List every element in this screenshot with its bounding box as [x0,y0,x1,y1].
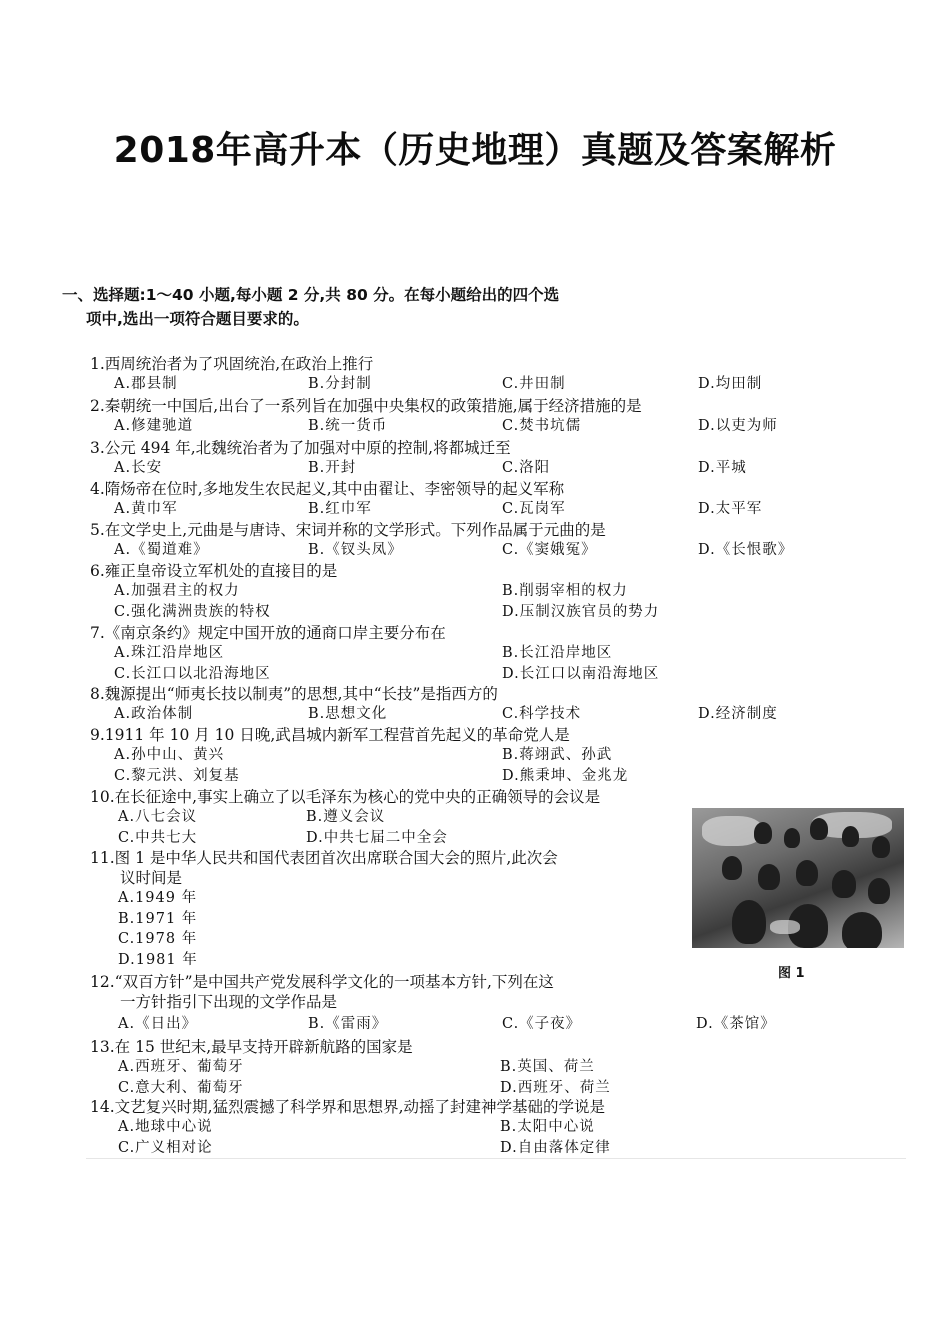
question-stem-line-2: 一方针指引下出现的文学作品是 [120,993,338,1011]
option-c: C.井田制 [502,376,566,392]
question-5 [90,520,810,561]
question-8 [90,684,810,725]
option-row [90,458,810,479]
option-d: D.熊秉坤、金兆龙 [502,767,629,784]
option-c: C.科学技术 [502,706,582,722]
option-d: D.平城 [698,460,747,476]
option-c: C.长江口以北沿海地区 [114,665,271,682]
question-stem: 3.公元 494 年,北魏统治者为了加强对中原的控制,将都城迁至 [90,439,511,457]
option-row [90,1014,810,1035]
option-b: B.《雷雨》 [308,1016,388,1032]
option-b: B.蒋翊武、孙武 [502,747,613,763]
option-c: C.意大利、葡萄牙 [118,1079,244,1096]
question-stem: 14.文艺复兴时期,猛烈震撼了科学界和思想界,动摇了封建神学基础的学说是 [90,1098,606,1116]
page-title: 2018年高升本（历史地理）真题及答案解析 [113,130,837,171]
question-6 [90,561,810,622]
option-row [90,1057,810,1078]
option-a: A.1949 年 [118,890,198,906]
option-c: C.瓦岗军 [502,501,566,517]
question-stem: 2.秦朝统一中国后,出台了一系列旨在加强中央集权的政策措施,属于经济措施的是 [90,397,642,415]
question-stem: 1.西周统治者为了巩固统治,在政治上推行 [90,355,374,373]
option-a: A.修建驰道 [114,418,194,434]
option-c: C.黎元洪、刘复基 [114,767,240,784]
question-4 [90,479,810,520]
option-a: A.加强君主的权力 [114,583,240,599]
question-stem: 13.在 15 世纪末,最早支持开辟新航路的国家是 [90,1038,413,1056]
option-b: B.遵义会议 [306,809,386,825]
section-heading-line-2: 项中,选出一项符合题目要求的。 [86,310,309,328]
option-b: B.红巾军 [308,501,372,517]
figure-caption: 图 1 [778,966,805,981]
question-12 [90,972,810,1035]
option-row [90,664,810,685]
option-c: C.洛阳 [502,460,551,476]
question-stem: 10.在长征途中,事实上确立了以毛泽东为核心的党中央的正确领导的会议是 [90,788,601,806]
option-row [90,499,810,520]
question-9 [90,725,810,786]
question-2 [90,396,810,437]
question-stem-line-1: 12.“双百方针”是中国共产党发展科学文化的一项基本方针,下列在这 [90,973,554,991]
option-d: D.1981 年 [118,951,198,968]
question-stem-line-2: 议时间是 [120,869,183,887]
option-a: A.《日出》 [118,1016,198,1032]
option-d: D.经济制度 [698,706,778,722]
option-row [90,745,810,766]
option-a: A.八七会议 [118,809,198,825]
question-stem: 5.在文学史上,元曲是与唐诗、宋词并称的文学形式。下列作品属于元曲的是 [90,521,606,539]
question-14 [90,1097,810,1158]
question-stem: 7.《南京条约》规定中国开放的通商口岸主要分布在 [90,624,446,642]
option-row [90,1138,810,1159]
option-row [90,540,810,561]
option-c: C.焚书坑儒 [502,418,582,434]
option-a: A.长安 [114,460,163,476]
question-1 [90,354,810,395]
option-b: B.《钗头凤》 [308,542,403,558]
option-a: A.西班牙、葡萄牙 [118,1059,244,1075]
option-d: D.《长恨歌》 [698,542,794,558]
figure-1-photo [692,808,904,948]
question-stem-line-1: 11.图 1 是中华人民共和国代表团首次出席联合国大会的照片,此次会 [90,849,558,867]
question-3 [90,438,810,479]
option-d: D.长江口以南沿海地区 [502,665,660,682]
option-row [90,704,810,725]
question-13 [90,1037,810,1098]
option-b: B.开封 [308,460,357,476]
option-row [90,602,810,623]
option-d: D.太平军 [698,501,763,517]
option-b: B.英国、荷兰 [500,1059,595,1075]
option-d: D.均田制 [698,376,763,392]
option-b: B.统一货币 [308,418,388,434]
option-d: D.自由落体定律 [500,1139,611,1156]
option-b: B.太阳中心说 [500,1119,595,1135]
option-a: A.孙中山、黄兴 [114,747,225,763]
option-d: D.压制汉族官员的势力 [502,603,660,620]
option-c: C.《子夜》 [502,1016,582,1032]
option-a: A.地球中心说 [118,1119,213,1135]
option-d: D.西班牙、荷兰 [500,1079,611,1096]
option-d: D.中共七届二中全会 [306,829,448,846]
section-heading [62,283,702,331]
option-c: C.中共七大 [118,829,198,846]
option-row [90,1078,810,1099]
option-b: B.长江沿岸地区 [502,645,613,661]
question-stem: 9.1911 年 10 月 10 日晚,武昌城内新军工程营首先起义的革命党人是 [90,726,570,744]
option-b: B.1971 年 [118,910,198,927]
option-a: A.《蜀道难》 [114,542,209,558]
option-a: A.黄巾军 [114,501,178,517]
option-row [90,374,810,395]
option-row [90,950,810,971]
option-c: C.《窦娥冤》 [502,542,597,558]
option-row [90,416,810,437]
page-bottom-rule [86,1158,906,1159]
question-7 [90,623,810,684]
question-stem: 4.隋炀帝在位时,多地发生农民起义,其中由翟让、李密领导的起义军称 [90,480,565,498]
option-c: C.1978 年 [118,931,198,947]
question-stem: 6.雍正皇帝设立军机处的直接目的是 [90,562,338,580]
option-row [90,643,810,664]
option-a: A.政治体制 [114,706,194,722]
option-c: C.广义相对论 [118,1139,213,1156]
option-d: D.《茶馆》 [696,1016,776,1032]
question-stem: 8.魏源提出“师夷长技以制夷”的思想,其中“长技”是指西方的 [90,685,498,703]
option-a: A.珠江沿岸地区 [114,645,225,661]
option-d: D.以吏为师 [698,418,778,434]
section-heading-line-1: 一、选择题:1～40 小题,每小题 2 分,共 80 分。在每小题给出的四个选 [62,286,560,304]
option-b: B.分封制 [308,376,372,392]
option-a: A.郡县制 [114,376,178,392]
option-row [90,1117,810,1138]
option-b: B.削弱宰相的权力 [502,583,628,599]
option-c: C.强化满洲贵族的特权 [114,603,271,620]
option-b: B.思想文化 [308,706,388,722]
option-row [90,581,810,602]
option-row [90,766,810,787]
